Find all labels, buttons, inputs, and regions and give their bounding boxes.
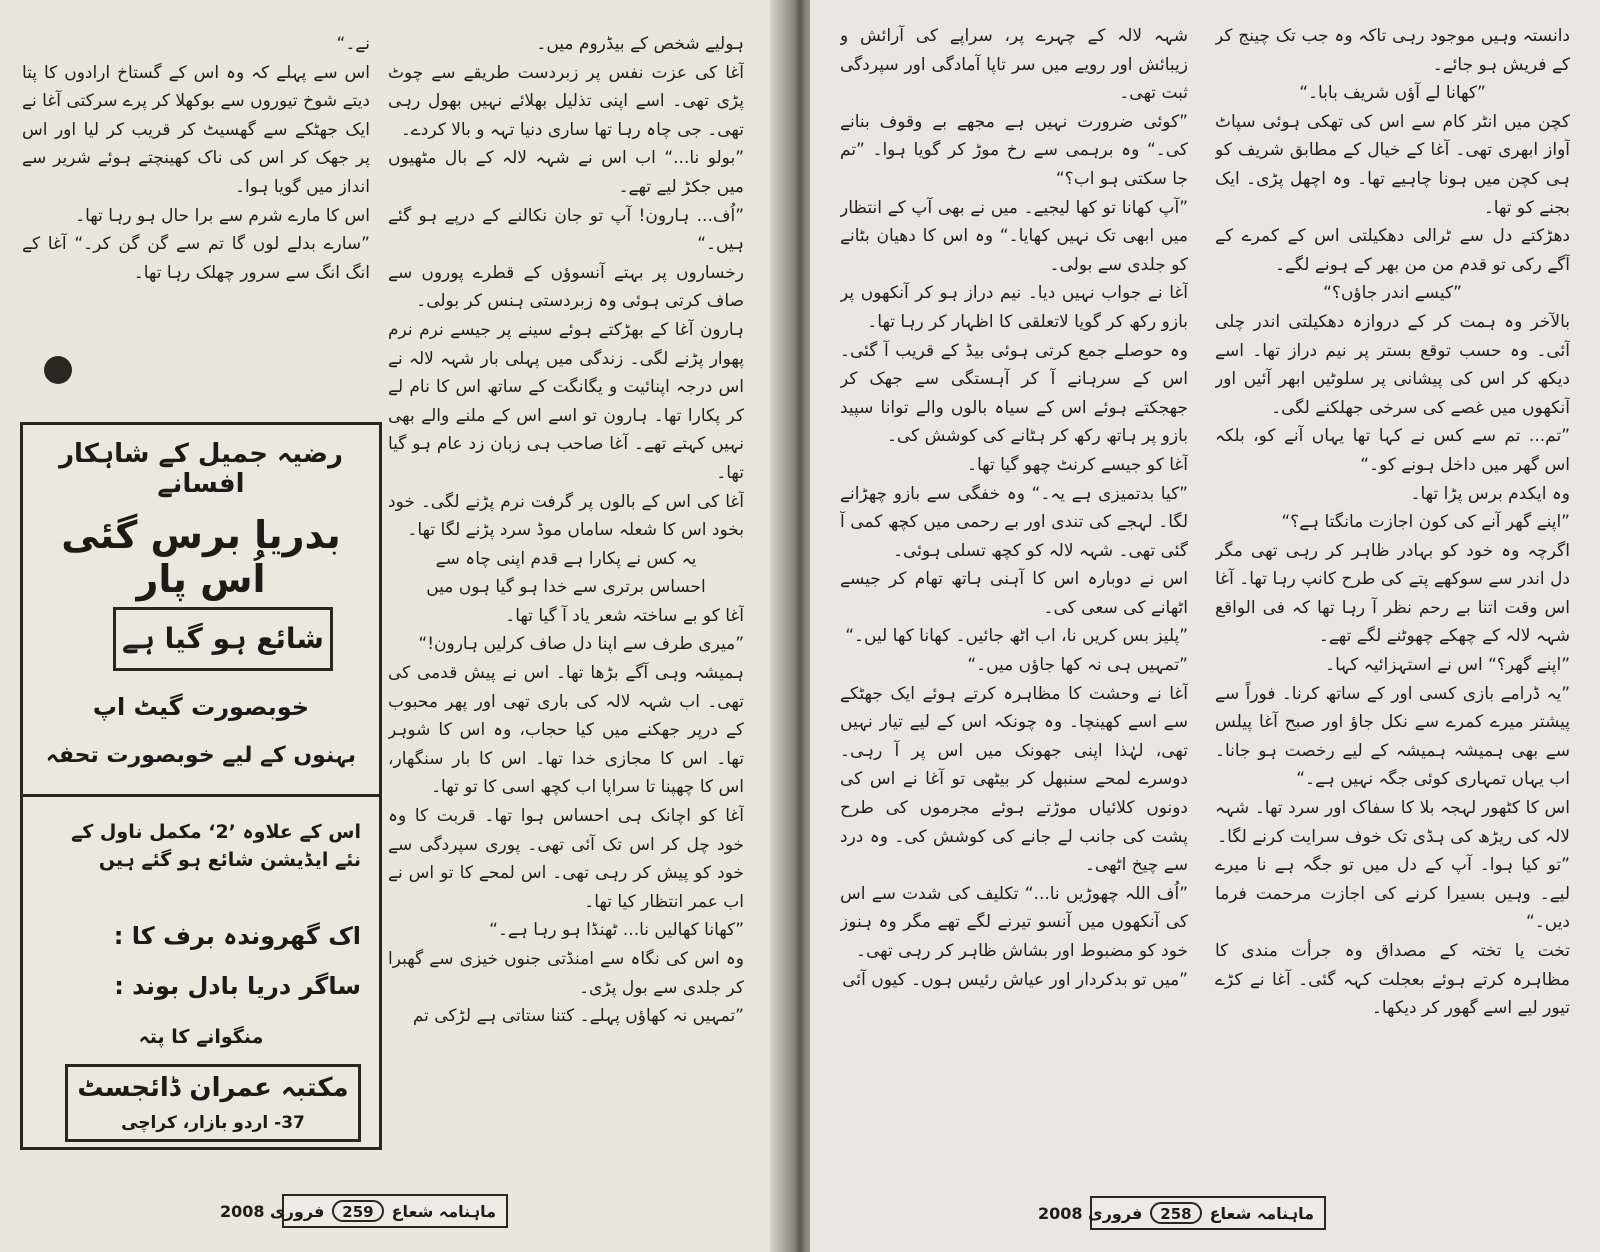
paragraph: ”تمہیں ہی نہ کھا جاؤں میں۔“ bbox=[967, 655, 1188, 676]
paragraph: ”پلیز بس کریں نا، اب اٹھ جائیں۔ کھانا کھا لیں۔“ bbox=[845, 626, 1188, 647]
paragraph: ”آپ کھانا تو کھا لیجیے۔ میں نے بھی آپ کے انتظار میں ابھی تک نہیں کھایا۔“ وہ اس کا دھیان بٹانے کو جلدی سے بولی۔ bbox=[840, 197, 1188, 275]
text-column-right bbox=[1215, 22, 1570, 1182]
paragraph: ”کیا بدتمیزی ہے یہ۔“ وہ خفگی سے بازو چھڑانے لگا۔ لہجے کی تندی اور بے رحمی میں کچھ کمی آ گئی تھی۔ شہہ لالہ کو کچھ تسلی ہوئی۔ bbox=[840, 483, 1188, 561]
ad-published-badge: شائع ہو گیا ہے bbox=[113, 607, 333, 671]
ad-bottom-panel bbox=[23, 800, 379, 1150]
paragraph: اگرچہ وہ خود کو بہادر ظاہر کر رہی تھی مگر دل اندر سے سوکھے پتے کی طرح کانپ رہا تھا۔ آغا اس وقت اتنا بے رحم نظر آ رہا تھا کہ فی الواقع شہہ لالہ کے چھکے چھوٹنے لگے تھے۔ bbox=[1215, 540, 1570, 647]
verse-line: یہ کس نے پکارا ہے قدم اپنی چاہ سے bbox=[435, 548, 697, 569]
ad-tagline: خوبصورت گیٹ اپ bbox=[92, 693, 310, 721]
page-258 bbox=[810, 0, 1600, 1252]
paragraph: ”بولو نا...“ اب اس نے شہہ لالہ کے بال مٹھیوں میں جکڑ لیے تھے۔ bbox=[388, 148, 744, 197]
paragraph: اس نے دوبارہ اس کا آہنی ہاتھ تھام کر جیسے اٹھانے کی سعی کی۔ bbox=[840, 569, 1188, 618]
paragraph: ”اُف... ہارون! آپ تو جان نکالنے کے درپے ہو گئے ہیں۔“ bbox=[388, 205, 744, 255]
paragraph: آغا نے وحشت کا مظاہرہ کرتے ہوئے ایک جھٹکے سے اسے کھینچا۔ وہ چونکہ اس کے لیے تیار نہیں تھی، لہٰذا اپنی جھونک میں اس پر آ رہی۔ دوسرے لمحے سنبھل کر بیٹھی تو آغا نے اس کی دونوں کلائیاں موڑتے ہوئے مجرموں کی طرح پشت کی جانب لے جانے کی کوشش کی۔ وہ درد سے چیخ اٹھی۔ bbox=[840, 683, 1188, 876]
ad-publisher-name: مکتبہ عمران ڈائجسٹ bbox=[77, 1073, 349, 1103]
paragraph: بالآخر وہ ہمت کر کے دروازہ دھکیلتی اندر چلی آئی۔ وہ حسب توقع بستر پر نیم دراز تھا۔ اسے دیکھ کر اس کی پیشانی پر سلوٹیں ابھر آئیں اور آنکھوں میں غصے کی سرخی جھلکنے لگی۔ bbox=[1215, 311, 1570, 418]
paragraph: وہ حوصلے جمع کرتی ہوئی بیڈ کے قریب آ گئی۔ اس کے سرہانے آ کر آہستگی سے جھک کر جھجکتے ہوئے اس کے سیاہ بالوں والے توانا سپید بازو پر ہاتھ رکھ کر ہٹانے کی کوشش کی۔ bbox=[840, 340, 1188, 447]
ad-book-title: بدریا برس گئی اُس پار bbox=[61, 513, 341, 601]
paragraph: ”تو کیا ہوا۔ آپ کے دل میں تو جگہ ہے نا میرے لیے۔ وہیں بسیرا کرنے کی اجازت مرحمت فرما دیں۔“ bbox=[1215, 855, 1570, 933]
paragraph: آغا کی اس کے بالوں پر گرفت نرم پڑنے لگی۔ خود بخود اس کا شعلہ ساماں موڈ سرد پڑنے لگا تھا۔ bbox=[388, 491, 744, 541]
paragraph: آغا کی عزت نفس پر زبردست طریقے سے چوٹ پڑی تھی۔ اسے اپنی تذلیل بھلائے نہیں بھول رہی تھی۔ جی چاہ رہا تھا ساری دنیا تہہ و بالا کردے۔ bbox=[388, 62, 744, 140]
ad-top-panel bbox=[23, 425, 379, 797]
ad-novel-1: اک گھروندہ برف کا : bbox=[113, 922, 361, 950]
paragraph: کچن میں انٹر کام سے اس کی تھکی ہوئی سپاٹ آواز ابھری تھی۔ آغا کے خیال کے مطابق شریف کو ہی کچن میں ہونا چاہیے تھا۔ وہ اچھل پڑی۔ ایک بجنے کو تھا۔ bbox=[1215, 111, 1570, 218]
paragraph: نے۔“ bbox=[336, 34, 370, 54]
section-break-dot bbox=[44, 356, 72, 384]
paragraph: ہولیے شخص کے بیڈروم میں۔ bbox=[536, 34, 744, 54]
ad-tagline-2: بہنوں کے لیے خوبصورت تحفہ bbox=[45, 743, 357, 768]
paragraph: ”تم... تم سے کس نے کہا تھا یہاں آنے کو، بلکہ اس گھر میں داخل ہونے کو۔“ bbox=[1215, 426, 1570, 475]
paragraph: ”میری طرف سے اپنا دل صاف کرلیں ہارون!“ bbox=[418, 634, 744, 655]
paragraph: ”کیسے اندر جاؤں؟“ bbox=[1323, 283, 1462, 304]
footer-magazine-name: ماہنامہ شعاع bbox=[391, 1201, 496, 1221]
paragraph: دھڑکتے دل سے ٹرالی دھکیلتی اس کے کمرے کے آگے رکی تو قدم من من بھر کے ہونے لگے۔ bbox=[1215, 226, 1570, 275]
paragraph: ”میں تو بدکردار اور عیاش رئیس ہوں۔ کیوں آئی bbox=[842, 969, 1188, 990]
paragraph: اس سے پہلے کہ وہ اس کے گستاخ ارادوں کا پتا دیتے شوخ تیوروں سے بوکھلا کر پرے سرکتی آغا نے ایک جھٹکے سے گھسیٹ کر قریب کر لیا اور اس پر جھک کر اس کی ناک کھینچتے ہوئے شریر سے انداز میں گویا ہوا۔ bbox=[22, 62, 370, 197]
text-column-left bbox=[22, 30, 370, 330]
paragraph: اس کا کٹھور لہجہ بلا کا سفاک اور سرد تھا۔ شہہ لالہ کی ریڑھ کی ہڈی تک خوف سرایت کرنے لگا۔ bbox=[1215, 798, 1570, 847]
ad-publisher-address: 37- اردو بازار، کراچی bbox=[121, 1113, 305, 1133]
page-number: 259 bbox=[332, 1200, 383, 1222]
paragraph: رخساروں پر بہتے آنسوؤں کے قطرے پوروں سے صاف کرتی ہوئی وہ زبردستی ہنس کر بولی۔ bbox=[388, 262, 744, 312]
footer-issue-date: فروری 2008 bbox=[219, 1201, 325, 1221]
paragraph: ”اپنے گھر آنے کی کون اجازت مانگتا ہے؟“ bbox=[1281, 512, 1570, 533]
page-footer bbox=[1037, 1196, 1326, 1230]
paragraph: وہ اس کی نگاہ سے امنڈتی جنوں خیزی سے گھبرا کر جلدی سے بول پڑی۔ bbox=[388, 949, 744, 998]
paragraph: آغا کو بے ساختہ شعر یاد آ گیا تھا۔ bbox=[505, 605, 744, 626]
ad-author-line: رضیہ جمیل کے شاہکار افسانے bbox=[59, 439, 343, 499]
paragraph: ”اُف اللہ چھوڑیں نا...“ تکلیف کی شدت سے اس کی آنکھوں میں آنسو تیرنے لگے تھے مگر وہ ہنوز خود کو مضبوط اور بشاش ظاہر کر رہی تھی۔ bbox=[840, 883, 1188, 961]
paragraph: ”سارے بدلے لوں گا تم سے گن گن کر۔“ آغا کے انگ انگ سے سرور چھلک رہا تھا۔ bbox=[22, 234, 370, 283]
ad-address-box bbox=[65, 1064, 361, 1142]
ad-new-editions-text: اس کے علاوہ ’2‘ مکمل ناول کے نئے ایڈیشن شائع ہو گئے ہیں bbox=[71, 821, 361, 871]
paragraph: آغا کو جیسے کرنٹ چھو گیا تھا۔ bbox=[967, 454, 1188, 475]
paragraph: شہہ لالہ کے چہرے پر، سراپے کی آرائش و زیبائش اور رویے میں سر تاپا آمادگی اور سپردگی ثبت تھی۔ bbox=[840, 26, 1188, 104]
paragraph: ہارون آغا کے بھڑکتے ہوئے سینے پر جیسے نرم نرم پھوار پڑنے لگی۔ زندگی میں پہلی بار شہہ لالہ نے اس درجہ اپنائیت و یگانگت کے ساتھ اس کا نام لے کر پکارا تھا۔ ہارون تو اسے اس کے ملنے والے بھی نہیں کہتے تھے۔ آغا صاحب ہی زبان زد عام ہو گیا تھا۔ bbox=[388, 319, 744, 483]
paragraph: ”کوئی ضرورت نہیں ہے مجھے بے وقوف بنانے کی۔“ وہ برہمی سے رخ موڑ کر گویا ہوا۔ ”تم جا سکتی ہو اب؟“ bbox=[840, 111, 1188, 189]
paragraph: ”تمہیں نہ کھاؤں پہلے۔ کتنا ستاتی ہے لڑکی تم bbox=[412, 1006, 744, 1027]
footer-issue-date: فروری 2008 bbox=[1037, 1203, 1143, 1223]
page-259 bbox=[0, 0, 790, 1252]
paragraph: ہمیشہ وہی آگے بڑھا تھا۔ اس نے پیش قدمی کی تھی۔ اب شہہ لالہ کی باری تھی اور پھر محبوب کے درپر جھکنے میں کیا حجاب، وہ اس کا شوہر تھا۔ اس کا مجازی خدا تھا۔ اس کا بار سنگھار، اس کا چھپنا تا سراپا اب کچھ اسی کا تو تھا۔ bbox=[388, 663, 744, 798]
paragraph: ”کھانا کھالیں نا... ٹھنڈا ہو رہا ہے۔“ bbox=[489, 920, 744, 941]
paragraph: ”یہ ڈرامے بازی کسی اور کے ساتھ کرنا۔ فوراً سے پیشتر میرے کمرے سے نکل جاؤ اور صبح آغا پیلس سے بھی ہمیشہ ہمیشہ کے لیے رخصت ہو جانا۔ اب یہاں تمہاری کوئی جگہ نہیں ہے۔“ bbox=[1215, 683, 1570, 790]
paragraph: وہ ایکدم برس پڑا تھا۔ bbox=[1410, 483, 1570, 504]
paragraph: اس کا مارے شرم سے برا حال ہو رہا تھا۔ bbox=[75, 205, 370, 226]
page-number: 258 bbox=[1150, 1202, 1201, 1224]
book-advertisement bbox=[20, 422, 382, 1150]
footer-magazine-name: ماہنامہ شعاع bbox=[1209, 1203, 1314, 1223]
text-column-left bbox=[840, 22, 1188, 1182]
paragraph: آغا نے جواب نہیں دیا۔ نیم دراز ہو کر آنکھوں پر بازو رکھ کر گویا لاتعلقی کا اظہار کر رہا تھا۔ bbox=[840, 283, 1188, 332]
ad-order-label: منگوانے کا پتہ bbox=[138, 1026, 264, 1048]
paragraph: ”اپنے گھر؟“ اس نے استہزائیہ کہا۔ bbox=[1325, 655, 1570, 676]
paragraph: آغا کو اچانک ہی احساس ہوا تھا۔ قربت کا وہ خود چل کر اس تک آئی تھی۔ پوری سپردگی سے خود کو پیش کر رہی تھی۔ اس لمحے کا تو اس نے اب عمر انتظار کیا تھا۔ bbox=[388, 806, 744, 912]
text-column-right bbox=[388, 30, 744, 1180]
paragraph: تخت یا تختہ کے مصداق وہ جرأت مندی کا مظاہرہ کرتے ہوئے بعجلت کہہ گئی۔ آغا نے کڑے تیور لیے اسے گھور کر دیکھا۔ bbox=[1215, 941, 1570, 1019]
page-footer bbox=[219, 1194, 508, 1228]
paragraph: ”کھانا لے آؤں شریف بابا۔“ bbox=[1299, 83, 1486, 104]
verse-line: احساس برتری سے خدا ہو گیا ہوں میں bbox=[426, 577, 706, 598]
ad-novel-2: ساگر دریا بادل بوند : bbox=[114, 972, 361, 1000]
paragraph: دانستہ وہیں موجود رہی تاکہ وہ جب تک چینج کر کے فریش ہو جائے۔ bbox=[1215, 26, 1570, 75]
